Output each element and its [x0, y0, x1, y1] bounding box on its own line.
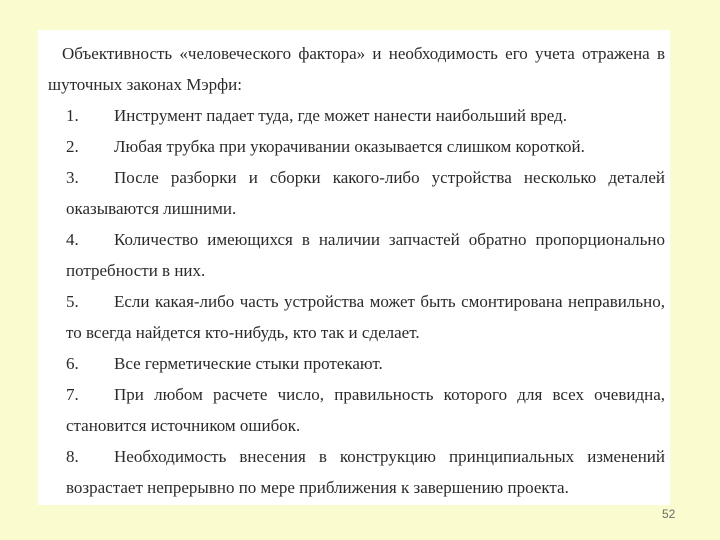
law-text: Любая трубка при укорачивании оказывается слишком короткой.: [114, 137, 585, 156]
slide-content: [48, 38, 665, 503]
law-text: Инструмент падает туда, где может нанести наибольший вред.: [114, 106, 567, 125]
law-number: 7.: [66, 385, 79, 404]
law-text: Необходимость внесения в конструкцию принципиальных изменений возрастает непрерывно по мере приближения к завершению проекта.: [66, 447, 665, 497]
law-text: Все герметические стыки протекают.: [114, 354, 383, 373]
law-item-4: [48, 224, 665, 286]
slide-number: 52: [662, 507, 676, 521]
law-item-1: [48, 100, 665, 131]
law-text: Количество имеющихся в наличии запчастей обратно пропорционально потребности в них.: [66, 230, 665, 280]
law-item-6: [48, 348, 665, 379]
law-item-8: [48, 441, 665, 503]
law-number: 8.: [66, 447, 79, 466]
law-number: 4.: [66, 230, 79, 249]
law-number: 6.: [66, 354, 79, 373]
law-text: После разборки и сборки какого-либо устройства несколько деталей оказываются лишними.: [66, 168, 665, 218]
law-text: При любом расчете число, правильность которого для всех очевидна, становится источником ошибок.: [66, 385, 665, 435]
law-item-7: [48, 379, 665, 441]
law-text: Если какая-либо часть устройства может быть смонтирована неправильно, то всегда найдется кто-нибудь, кто так и сделает.: [66, 292, 665, 342]
law-number: 2.: [66, 137, 79, 156]
law-number: 1.: [66, 106, 79, 125]
law-item-2: [48, 131, 665, 162]
slide-page: [38, 30, 670, 505]
law-item-5: [48, 286, 665, 348]
law-number: 5.: [66, 292, 79, 311]
intro-paragraph: Объективность «человеческого фактора» и необходимость его учета отражена в шуточных законах Мэрфи:: [48, 44, 665, 94]
law-item-3: [48, 162, 665, 224]
law-number: 3.: [66, 168, 79, 187]
